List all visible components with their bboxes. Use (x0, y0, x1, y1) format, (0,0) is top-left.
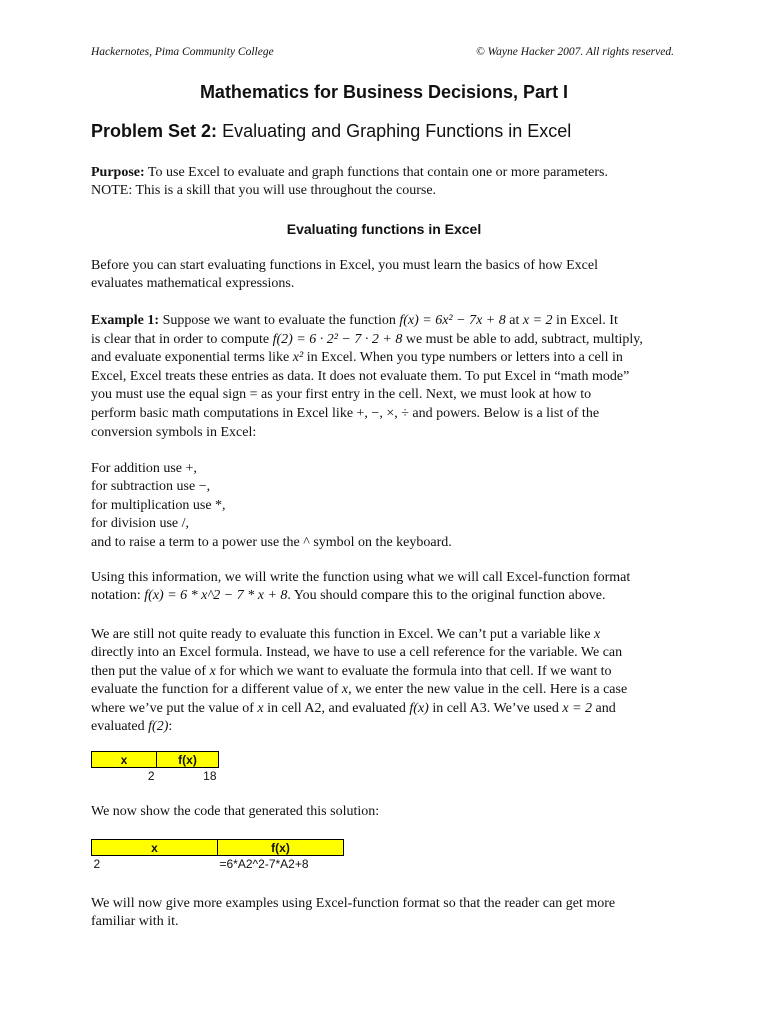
table-cell-x: 2 (93, 856, 101, 871)
section-heading: Evaluating functions in Excel (286, 221, 482, 237)
cell-reference-paragraph (91, 626, 681, 736)
code-intro: We now show the code that generated this solution: (91, 804, 380, 819)
cell-ref-text: : (168, 719, 173, 735)
cell-ref-text: We are still not quite ready to evaluate this function in Excel. We can’t put a variable like (91, 627, 591, 642)
formula-x-squared: x² (292, 350, 304, 366)
cell-ref-text: in cell A2, and evaluated (267, 700, 406, 716)
formula-x-value: x = 2 (522, 313, 553, 328)
variable-x: x (594, 627, 601, 642)
example-1-label: Example 1: (91, 313, 160, 328)
header-right: © Wayne Hacker 2007. All rights reserved. (475, 46, 674, 58)
symbol-list (91, 460, 681, 552)
example-1-text: Excel, Excel treats these entries as data. It does not evaluate them. To put Excel in “math mode” (91, 368, 630, 384)
cell-ref-text: evaluate the function for a different value of (91, 682, 339, 698)
purpose-line-2: NOTE: This is a skill that you will use throughout the course. (91, 183, 437, 199)
example-1-text: conversion symbols in Excel: (91, 424, 257, 440)
example-1-paragraph (91, 312, 681, 442)
cell-ref-text: where we’ve put the value of (91, 700, 254, 716)
purpose-line-1: To use Excel to evaluate and graph functions that contain one or more parameters. (147, 165, 608, 180)
symbol-list-item: and to raise a term to a power use the ^ symbol on the keyboard. (91, 534, 452, 550)
problem-set-label: Problem Set 2: (91, 121, 218, 141)
excel-format-paragraph (91, 569, 681, 606)
example-1-text: in Excel. It (556, 313, 618, 328)
formula-excel-format: f(x) = 6 * x^2 − 7 * x + 8 (144, 588, 288, 604)
example-1-text: we must be able to add, subtract, multiply, (405, 331, 643, 347)
purpose-paragraph (91, 164, 681, 201)
symbol-list-item: for division use /, (91, 516, 189, 532)
variable-x: x (209, 663, 216, 679)
closing-paragraph (91, 895, 681, 932)
table-cell-fx: 18 (203, 768, 217, 783)
table-cell-x: 2 (147, 768, 155, 783)
cell-ref-text: evaluated (91, 719, 145, 735)
variable-f2: f(2) (148, 719, 169, 735)
intro-line-2: evaluates mathematical expressions. (91, 276, 295, 292)
example-1-text: Suppose we want to evaluate the function (162, 313, 396, 328)
variable-fx: f(x) (409, 700, 429, 716)
problem-set-subtitle: Evaluating and Graphing Functions in Excel (222, 121, 572, 141)
intro-paragraph (91, 257, 681, 294)
variable-x: x (257, 700, 264, 716)
table-header-fx: f(x) (218, 840, 344, 856)
cell-ref-text: and (595, 700, 616, 716)
symbol-list-item: for subtraction use −, (91, 479, 211, 495)
excel-format-text: notation: (91, 588, 141, 604)
example-1-text: in Excel. When you type numbers or letters into a cell in (306, 350, 623, 366)
purpose-label: Purpose: (91, 165, 145, 180)
closing-line-2: familiar with it. (91, 914, 179, 930)
page-title: Mathematics for Business Decisions, Part I (199, 82, 569, 102)
cell-ref-text: , we enter the new value in the cell. Here is a case (348, 682, 628, 698)
example-1-text: perform basic math computations in Excel like +, −, ×, ÷ and powers. Below is a list of the (91, 405, 600, 421)
header-left: Hackernotes, Pima Community College (91, 46, 274, 58)
table-header-x: x (92, 840, 218, 856)
example-1-text: at (509, 313, 520, 328)
cell-ref-text: for which we want to evaluate the formula into that cell. If we want to (219, 663, 612, 679)
formula-fx: f(x) = 6x² − 7x + 8 (399, 313, 506, 328)
example-1-text: and evaluate exponential terms like (91, 350, 290, 366)
symbol-list-item: For addition use +, (91, 461, 197, 476)
symbol-list-item: for multiplication use *, (91, 497, 226, 513)
variable-x: x (341, 682, 349, 698)
closing-line-1: We will now give more examples using Excel-function format so that the reader can get more (91, 896, 616, 911)
example-1-text: you must use the equal sign = as your first entry in the cell. Next, we must look at how to (91, 387, 592, 403)
formula-f2: f(2) = 6 · 2² − 7 · 2 + 8 (272, 331, 403, 347)
excel-code-table (91, 839, 344, 871)
variable-x-value: x = 2 (562, 700, 593, 716)
excel-format-text: . You should compare this to the original function above. (287, 588, 606, 604)
excel-result-table (91, 751, 219, 783)
intro-line-1: Before you can start evaluating functions in Excel, you must learn the basics of how Excel (91, 258, 598, 273)
cell-ref-text: then put the value of (91, 663, 207, 679)
excel-format-line-1: Using this information, we will write the function using what we will call Excel-function format (91, 570, 631, 585)
cell-ref-text: directly into an Excel formula. Instead, we have to use a cell reference for the variable. We can (91, 645, 623, 661)
example-1-text: is clear that in order to compute (91, 331, 270, 347)
table-header-x: x (92, 752, 157, 768)
cell-ref-text: in cell A3. We’ve used (432, 700, 559, 716)
problem-set-title (91, 121, 571, 142)
table-header-fx: f(x) (157, 752, 219, 768)
table-cell-formula: =6*A2^2-7*A2+8 (219, 856, 309, 871)
